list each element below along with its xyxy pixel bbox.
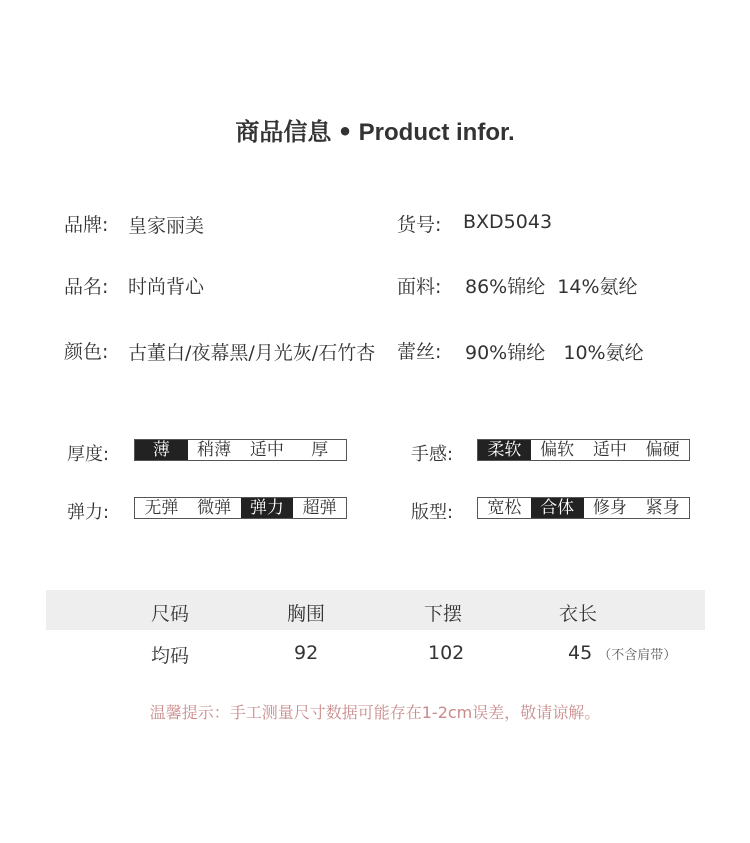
- thickness-option-slightly-thin: 稍薄: [197, 440, 232, 460]
- title-cn: 商品信息: [235, 118, 332, 146]
- item-no-label: 货号:: [397, 214, 442, 236]
- size-table-header: [46, 590, 705, 630]
- item-no-value: BXD5043: [463, 211, 553, 233]
- thickness-option-medium: 适中: [249, 440, 284, 460]
- thickness-option-thick: 厚: [311, 440, 329, 460]
- name-label: 品名:: [64, 276, 109, 298]
- color-value: 古董白/夜幕黑/月光灰/石竹杏: [128, 342, 376, 364]
- elasticity-option-elastic: 弹力: [241, 498, 294, 518]
- thickness-label: 厚度:: [67, 444, 110, 465]
- size-header-bust: 胸围: [287, 603, 326, 625]
- fit-option-tight: 紧身: [645, 498, 680, 518]
- name-value: 时尚背心: [128, 276, 205, 298]
- thickness-option-thin: 薄: [135, 440, 188, 460]
- fit-option-regular: 合体: [531, 498, 584, 518]
- size-header-hem: 下摆: [424, 603, 463, 625]
- fit-option-loose: 宽松: [487, 498, 522, 518]
- brand-value: 皇家丽美: [128, 215, 205, 237]
- size-header-length: 衣长: [559, 603, 598, 625]
- feel-option-slightly-soft: 偏软: [540, 440, 575, 460]
- elasticity-option-super: 超弹: [302, 498, 337, 518]
- elasticity-options: [134, 497, 347, 519]
- feel-option-medium: 适中: [592, 440, 627, 460]
- elasticity-option-none: 无弹: [144, 498, 179, 518]
- fabric-value: 86%锦纶 14%氨纶: [465, 276, 638, 298]
- size-cell-size: 均码: [151, 645, 190, 667]
- thickness-options: [134, 439, 347, 461]
- size-cell-length-value: 45: [568, 642, 593, 664]
- elasticity-option-slight: 微弹: [197, 498, 232, 518]
- lace-label: 蕾丝:: [397, 341, 442, 363]
- feel-option-soft: 柔软: [478, 440, 531, 460]
- fit-label: 版型:: [411, 502, 454, 523]
- feel-label: 手感:: [411, 444, 454, 465]
- size-cell-hem: 102: [428, 642, 465, 664]
- title-en: Product infor.: [358, 119, 515, 146]
- fit-option-slim: 修身: [592, 498, 627, 518]
- measurement-tip: 温馨提示：手工测量尺寸数据可能存在1-2cm误差，敬请谅解。: [149, 703, 601, 722]
- size-header-size: 尺码: [151, 603, 190, 625]
- brand-label: 品牌:: [64, 214, 109, 236]
- color-label: 颜色:: [64, 341, 109, 363]
- lace-value: 90%锦纶 10%氨纶: [465, 342, 644, 364]
- elasticity-label: 弹力:: [67, 502, 110, 523]
- title-dot: •: [337, 118, 353, 146]
- fabric-label: 面料:: [397, 276, 442, 298]
- feel-options: [477, 439, 690, 461]
- length-note: （不含肩带）: [598, 648, 677, 663]
- feel-option-hard: 偏硬: [645, 440, 680, 460]
- size-cell-bust: 92: [294, 642, 319, 664]
- fit-options: [477, 497, 690, 519]
- page-title: [0, 112, 750, 147]
- size-cell-length: [568, 642, 676, 664]
